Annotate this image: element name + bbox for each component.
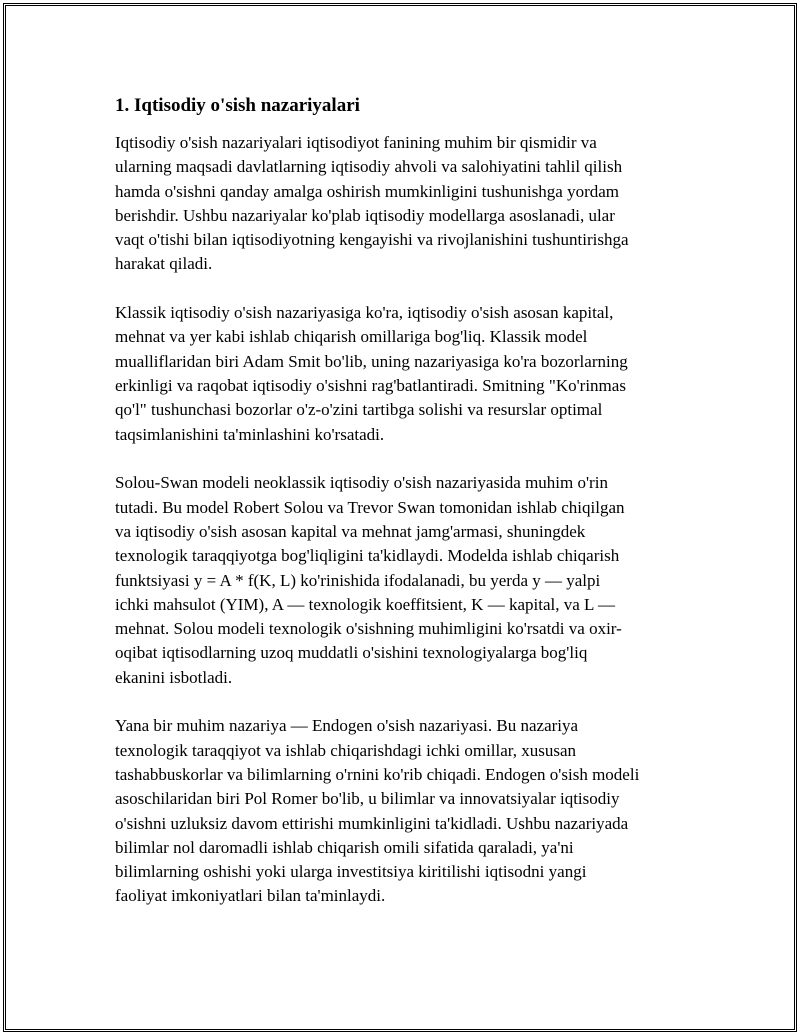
paragraph-intro: Iqtisodiy o'sish nazariyalari iqtisodiyot fanining muhim bir qismidir va ularning maqsadi davlatlarning iqtisodiy ahvoli va salohiyatini tahlil qilish hamda o'sishni qanday amalga oshirish mumkinligini tushunishga yordam berishdir. Ushbu nazariyalar ko'plab iqtisodiy modellarga asoslanadi, ular vaqt o'tishi bilan iqtisodiyotning kengayishi va rivojlanishini tushuntirishga harakat qiladi. <box>115 133 629 274</box>
paragraph-endogenous-growth: Yana bir muhim nazariya — Endogen o'sish nazariyasi. Bu nazariya texnologik taraqqiyot va ishlab chiqarishdagi ichki omillar, xususan tashabbuskorlar va bilimlarning o'rnini ko'rib chiqadi. Endogen o'sish modeli asoschilaridan biri Pol Romer bo'lib, u bilimlar va innovatsiyalar iqtisodiy o'sishni uzluksiz davom ettirishi mumkinligini ta'kidladi. Ushbu nazariyada bilimlar nol daromadli ishlab chiqarish omili sifatida qaraladi, ya'ni bilimlarning oshishi yoki ularga investitsiya kiritilishi iqtisodni yangi faoliyat imkoniyatlari bilan ta'minlaydi. <box>115 716 640 906</box>
document-body <box>115 93 685 933</box>
paragraph-solow-swan: Solou-Swan modeli neoklassik iqtisodiy o'sish nazariyasida muhim o'rin tutadi. Bu model Robert Solou va Trevor Swan tomonidan ishlab chiqilgan va iqtisodiy o'sish asosan kapital va mehnat jamg'armasi, shuningdek texnologik taraqqiyotga bog'liqligini ta'kidlaydi. Modelda ishlab chiqarish funktsiyasi y = A * f(K, L) ko'rinishida ifodalanadi, bu yerda y — yalpi ichki mahsulot (YIM), A — texnologik koeffitsient, K — kapital, va L — mehnat. Solou modeli texnologik o'sishning muhimligini ko'rsatdi va oxir- oqibat iqtisodlarning uzoq muddatli o'sishini texnologiyalarga bog'liq ekanini isbotladi. <box>115 473 625 687</box>
document-title: 1. Iqtisodiy o'sish nazariyalari <box>115 95 360 116</box>
paragraph-classical-theory: Klassik iqtisodiy o'sish nazariyasiga ko'ra, iqtisodiy o'sish asosan kapital, mehnat va yer kabi ishlab chiqarish omillariga bog'liq. Klassik model mualliflaridan biri Adam Smit bo'lib, uning nazariyasiga ko'ra bozorlarning erkinligi va raqobat iqtisodiy o'sishni rag'batlantiradi. Smitning "Ko'rinmas qo'l" tushunchasi bozorlar o'z-o'zini tartibga solishi va resurslar optimal taqsimlanishini ta'minlashini ko'rsatadi. <box>115 303 628 444</box>
